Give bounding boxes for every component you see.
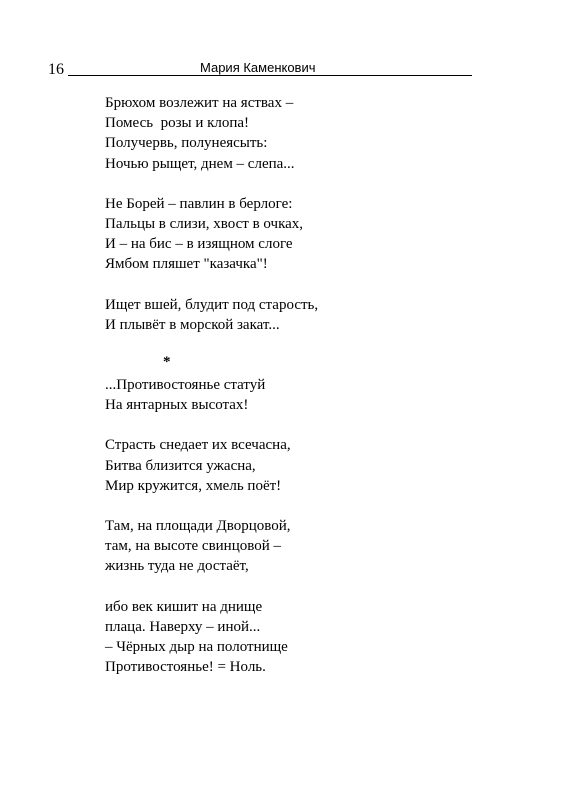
poem-line: там, на высоте свинцовой – — [105, 538, 281, 555]
section-separator: * — [163, 354, 171, 371]
poem-line: ибо век кишит на днище — [105, 598, 263, 615]
poem-line: Противостоянье! = Ноль. — [105, 659, 266, 676]
stanza — [105, 597, 505, 678]
poem-line: Получервь, полунеясыть: — [105, 135, 268, 152]
header-rule — [68, 75, 472, 76]
poem-line: Брюхом возлежит на яствах – — [105, 95, 294, 111]
stanza — [105, 295, 505, 335]
poem-line: И – на бис – в изящном слоге — [105, 236, 293, 253]
stanza — [105, 435, 505, 496]
poem-line: плаца. Наверху – иной... — [105, 618, 261, 635]
poem-line: ...Противостоянье статуй — [105, 377, 266, 394]
poem-line: Мир кружится, хмель поёт! — [105, 477, 282, 494]
author-name: Мария Каменкович — [200, 60, 316, 75]
poem-line: Ямбом пляшет "казачка"! — [105, 256, 268, 273]
poem-line: Пальцы в слизи, хвост в очках, — [105, 216, 304, 233]
stanza — [105, 194, 505, 275]
poem-line: Там, на площади Дворцовой, — [105, 518, 291, 535]
stanza — [105, 93, 505, 174]
poem-line: Ищет вшей, блудит под старость, — [105, 296, 319, 313]
poem-line: жизнь туда не достаёт, — [105, 558, 249, 575]
stanza — [105, 516, 505, 577]
stanza — [105, 375, 505, 415]
poem-line: Не Борей – павлин в берлоге: — [105, 195, 293, 212]
poem-line: На янтарных высотах! — [105, 397, 249, 414]
poem-line: Битва близится ужасна, — [105, 457, 256, 474]
poem-line: Ночью рыщет, днем – слепа... — [105, 155, 295, 172]
poem-line: – Чёрных дыр на полотнище — [105, 639, 288, 656]
page-number: 16 — [48, 61, 64, 78]
poem-line: Страсть снедает их всечасна, — [105, 437, 291, 454]
running-header — [48, 58, 472, 80]
poem-line: И плывёт в морской закат... — [105, 316, 280, 333]
poem-line: Помесь розы и клопа! — [105, 115, 250, 132]
poem-text — [105, 93, 505, 697]
